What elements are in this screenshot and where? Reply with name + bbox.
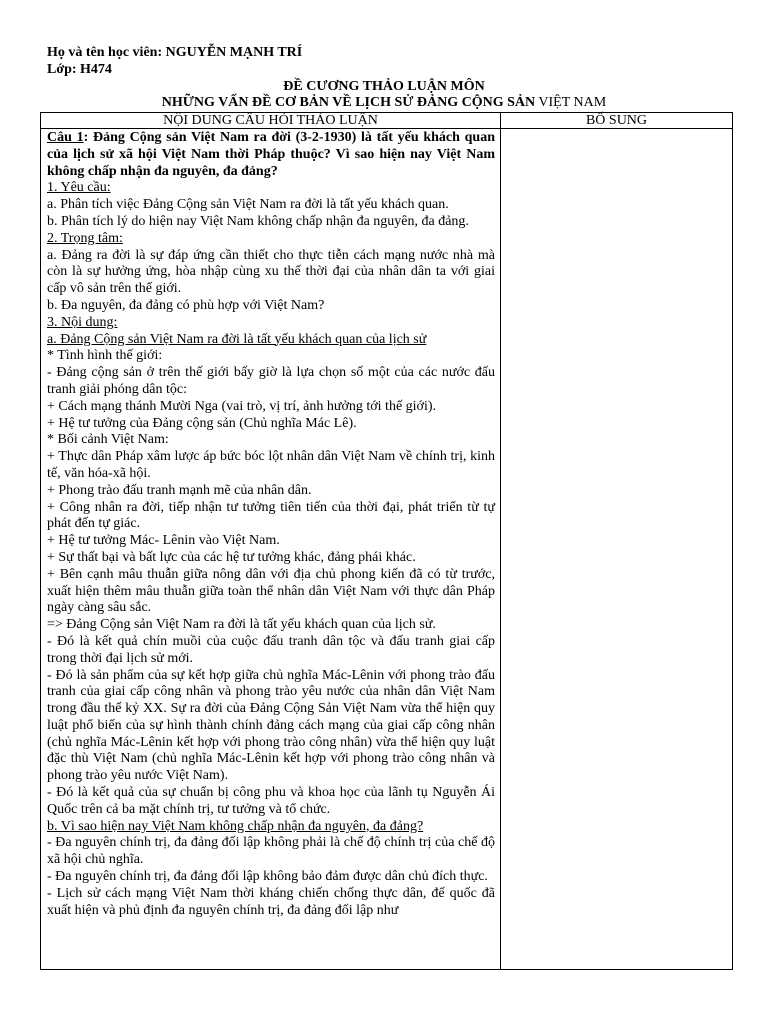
student-name: Họ và tên học viên: NGUYỄN MẠNH TRÍ [47,45,303,60]
column-header-supplement: BỔ SUNG [501,113,733,129]
question-label: Câu 1 [47,130,84,145]
reason-3: - Lịch sử cách mạng Việt Nam thời kháng chiến chống thực dân, đế quốc đã xuất hiện và phủ định đa nguyên chính trị, đa đảng đối lập như [47,885,495,918]
student-class: Lớp: H474 [47,62,112,77]
document-subtitle [0,94,768,111]
content-a-heading: a. Đảng Cộng sản Việt Nam ra đời là tất yếu khách quan của lịch sử [47,331,427,347]
section-requirements-heading: 1. Yêu cầu: [47,180,111,196]
vietnam-point-5: + Sự thất bại và bất lực của các hệ tư tưởng khác, đảng phái khác. [47,549,416,565]
student-info [47,44,302,78]
content-b-heading: b. Vì sao hiện nay Việt Nam không chấp nhận đa nguyên, đa đảng? [47,818,424,834]
reason-2: - Đa nguyên chính trị, đa đảng đối lập không bảo đảm được dân chủ đích thực. [47,869,488,885]
world-point-1: - Đảng cộng sản ở trên thế giới bấy giờ là lựa chọn số một của các nước đấu tranh giải phóng dân tộc: [47,365,495,397]
vietnam-heading: * Bối cảnh Việt Nam: [47,432,169,448]
subtitle-bold: NHỮNG VẤN ĐỀ CƠ BẢN VỀ LỊCH SỬ ĐẢNG CỘNG SẢN [161,95,536,110]
requirement-b: b. Phân tích lý do hiện nay Việt Nam không chấp nhận đa nguyên, đa đảng. [47,213,469,229]
focus-b: b. Đa nguyên, đa đảng có phù hợp với Việt Nam? [47,297,325,313]
subtitle-normal: VIỆT NAM [535,95,607,110]
conclusion-point-1: - Đó là kết quả chín muồi của cuộc đấu tranh dân tộc và đấu tranh giai cấp trong thời đại lịch sử mới. [47,633,495,666]
vietnam-point-3: + Công nhân ra đời, tiếp nhận tư tưởng tiên tiến của thời đại, phát triển từ tự phát đến tự giác. [47,499,495,532]
requirement-a: a. Phân tích việc Đảng Cộng sản Việt Nam ra đời là tất yếu khách quan. [47,197,449,213]
world-heading: * Tình hình thế giới: [47,348,163,364]
content-cell [41,129,501,970]
column-header-content: NỘI DUNG CÂU HỎI THẢO LUẬN [41,113,501,129]
world-point-3: + Hệ tư tưởng của Đảng cộng sản (Chủ nghĩa Mác Lê). [47,415,357,431]
discussion-table [40,112,733,970]
conclusion-point-2: - Đó là sản phẩm của sự kết hợp giữa chủ nghĩa Mác-Lênin với phong trào đấu tranh của giai cấp công nhân và phong trào yêu nước của nhân dân Việt Nam trong đầu thế kỷ XX. Sự ra đời của Đảng Cộng Sản Việt Nam vừa thể hiện quy luật phổ biến của sự hình thành chính đảng cách mạng của giai cấp công nhân (chủ nghĩa Mác-Lênin kết hợp với phong trào công nhân) vừa thể hiện quy luật đặc thù Việt Nam (chủ nghĩa Mác-Lênin kết hợp với phong trào công nhân và phong trào yêu nước Việt Nam). [47,667,495,784]
vietnam-point-6: + Bên cạnh mâu thuẫn giữa nông dân với địa chủ phong kiến đã có từ trước, xuất hiện thêm mâu thuẫn giữa toàn thể nhân dân Việt Nam với thực dân Pháp ngày càng sâu sắc. [47,566,495,616]
vietnam-point-1: + Thực dân Pháp xâm lược áp bức bóc lột nhân dân Việt Nam về chính trị, kinh tế, văn hóa-xã hội. [47,449,495,481]
document-title: ĐỀ CƯƠNG THẢO LUẬN MÔN [283,79,485,94]
vietnam-point-2: + Phong trào đấu tranh mạnh mẽ của nhân dân. [47,482,312,498]
reason-1: - Đa nguyên chính trị, đa đảng đối lập không phải là chế độ chính trị của chế độ xã hội chủ nghĩa. [47,835,495,868]
question-text: : Đảng Cộng sản Việt Nam ra đời (3-2-1930) là tất yếu khách quan của lịch sử xã hội Việt Nam thời Pháp thuộc? Vì sao hiện nay Việt Nam không chấp nhận đa nguyên, đa đảng? [47,130,495,179]
supplement-cell [501,129,733,970]
world-point-2: + Cách mạng thánh Mười Nga (vai trò, vị trí, ảnh hưởng tới thế giới). [47,398,437,414]
question [47,130,495,180]
section-focus-heading: 2. Trọng tâm: [47,230,123,246]
section-content-heading: 3. Nội dung: [47,314,118,330]
conclusion-point-3: - Đó là kết quả của sự chuẩn bị công phu và khoa học của lãnh tụ Nguyễn Ái Quốc trên cả ba mặt chính trị, tư tưởng và tổ chức. [47,785,495,817]
focus-a: a. Đảng ra đời là sự đáp ứng cần thiết cho thực tiễn cách mạng nước nhà mà còn là sự hưởng ứng, hòa nhập cùng xu thế thời đại của nhân dân ta với giai cấp vô sản trên thế giới. [47,247,495,297]
vietnam-point-4: + Hệ tư tưởng Mác- Lênin vào Việt Nam. [47,533,280,549]
conclusion: => Đảng Cộng sản Việt Nam ra đời là tất yếu khách quan của lịch sử. [47,617,436,633]
